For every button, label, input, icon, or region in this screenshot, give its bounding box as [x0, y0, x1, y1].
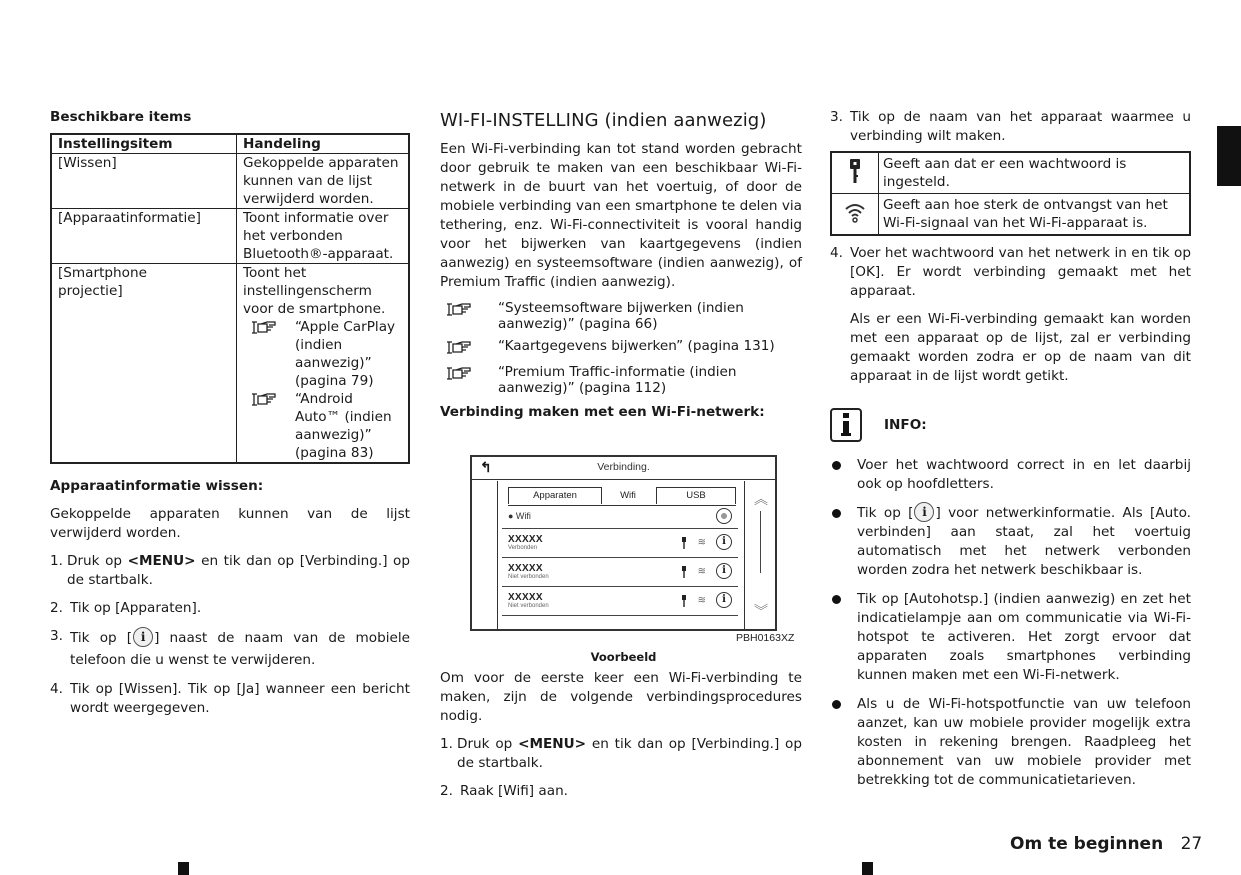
bullet-item [830, 456, 1191, 494]
network-list [502, 505, 738, 616]
table-heading: Beschikbare items [50, 109, 192, 125]
bullet-item [830, 504, 1191, 580]
screen-titlebar [472, 457, 775, 480]
reference-pointer-icon [243, 390, 295, 411]
step-text-post: ] naast de naam van de mobiele telefoon die u wenst te verwijderen. [70, 630, 410, 668]
step [50, 552, 410, 590]
table-header-row [51, 134, 409, 154]
reference-text: “Android Auto™ (indien aanwezig)” (pagina 83) [295, 391, 392, 461]
right-column [830, 108, 1191, 800]
bullet-icon [830, 456, 857, 494]
step-text [67, 552, 410, 590]
bullet-item [830, 590, 1191, 685]
scroll-down-icon[interactable]: ︾ [754, 604, 768, 620]
icon-cell [831, 152, 879, 194]
table-row [51, 209, 409, 264]
menu-key-label: <MENU> [127, 553, 196, 569]
info-box-icon [830, 408, 862, 442]
step-text [457, 735, 802, 773]
step-text-pre: Tik op [ [70, 630, 133, 646]
bullet-icon [830, 504, 857, 580]
screen-divider [744, 481, 745, 629]
reference-text: “Premium Traffic-informatie (indien aanwezig)” (pagina 112) [498, 364, 737, 396]
key-icon [682, 595, 686, 607]
reference-pointer-icon [440, 338, 498, 358]
subheading: Apparaatinformatie wissen: [50, 478, 264, 494]
reference-list [440, 300, 802, 396]
section-title: WI-FI-INSTELLING (indien aanwezig) [440, 110, 767, 131]
step-number: 4. [50, 681, 63, 697]
bullet-text: Als u de Wi-Fi-hotspotfunctie van uw telefoon aanzet, kan uw mobiele provider mogelijk extra kosten in rekening brengen. Raadpleeg het abonnement van uw mobiele provider met betrekking tot de communicatietarieven. [857, 696, 1191, 788]
item-cell: [Wissen] [51, 154, 237, 209]
step-text: Voer het wachtwoord van het netwerk in en tik op [OK]. Er wordt verbinding gemaakt met het apparaat. [850, 245, 1191, 299]
network-row[interactable] [502, 587, 738, 616]
step-text-post: en tik dan op [Verbinding.] op de startbalk. [457, 736, 802, 771]
info-icon[interactable]: i [716, 563, 732, 579]
column-header: Instellingsitem [51, 134, 237, 154]
bullet-text-post: ] voor netwerkinformatie. Als [Auto. verbinden] aan staat, zal het voertuig automatisch met het netwerk verbonden worden zodra het netwerk beschikbaar is. [857, 505, 1191, 578]
screen-tabs [508, 487, 736, 506]
page-number: 27 [1180, 834, 1203, 854]
step-text-post: en tik dan op [Verbinding.] op de startbalk. [67, 553, 410, 588]
gear-icon[interactable] [716, 508, 732, 524]
network-name: XXXXX [508, 563, 543, 574]
crop-mark [862, 862, 873, 875]
settings-items-table [50, 133, 410, 464]
network-status: Verbonden [508, 545, 538, 551]
step-number: 3. [50, 628, 63, 644]
info-icon[interactable]: i [716, 592, 732, 608]
step-number: 3. [830, 109, 843, 125]
info-header [830, 408, 1191, 442]
screen-divider [497, 481, 498, 629]
step [50, 680, 410, 718]
steps-list [830, 108, 1191, 146]
network-row[interactable] [502, 558, 738, 587]
action-text: Toont het instellingenscherm voor de smartphone. [243, 265, 386, 317]
description-cell: Geeft aan hoe sterk de ontvangst van het Wi-Fi-signaal van het Wi-Fi-apparaat is. [879, 194, 1191, 236]
info-icon[interactable]: i [716, 534, 732, 550]
step-text [70, 627, 410, 671]
crop-mark [178, 862, 189, 875]
left-column [50, 108, 410, 718]
page-reference[interactable] [440, 338, 802, 358]
network-row[interactable] [502, 529, 738, 558]
network-status: Niet verbonden [508, 574, 549, 580]
step-number: 1. [50, 553, 63, 569]
steps-list [440, 735, 802, 801]
reference-text: “Kaartgegevens bijwerken” (pagina 131) [498, 338, 775, 354]
intro-text: Een Wi-Fi-verbinding kan tot stand worden gebracht door gebruik te maken van een beschikbaar Wi-Fi-netwerk in de buurt van het voertuig, of door de mobiele verbinding van een smartphone te delen via tethering, enz. Wi-Fi-connectiviteit is vooral handig voor het bijwerken van kaartgegevens (indien aanwezig) en systeemsoftware (indien aanwezig), of Premium Traffic (indien aanwezig). [440, 141, 802, 290]
reference-text: “Apple CarPlay (indien aanwezig)” (pagina 79) [295, 319, 396, 389]
page-footer [1010, 834, 1202, 854]
info-icon: i [133, 627, 153, 647]
steps-list [830, 244, 1191, 301]
tab-apparaten[interactable]: Apparaten [508, 487, 602, 504]
figure-code: PBH0163XZ [736, 632, 795, 644]
intro-text: Gekoppelde apparaten kunnen van de lijst verwijderd worden. [50, 506, 410, 541]
wifi-signal-icon: ≋ [697, 566, 706, 577]
step-number: 4. [830, 245, 843, 261]
tab-usb[interactable]: USB [656, 487, 736, 504]
column-header: Handeling [237, 134, 410, 154]
wifi-toggle-label: ● Wifi [508, 511, 531, 521]
reference-pointer-icon [440, 364, 498, 384]
step-text: Tik op de naam van het apparaat waarmee u verbinding wilt maken. [850, 109, 1191, 144]
scrollbar[interactable] [760, 511, 761, 573]
info-bullets [830, 456, 1191, 790]
page-reference[interactable] [243, 318, 402, 390]
key-icon [682, 537, 686, 549]
info-icon: i [914, 502, 934, 522]
step [440, 735, 802, 773]
intro-text: Om voor de eerste keer een Wi-Fi-verbinding te maken, zijn de volgende verbindingsprocedures nodig. [440, 670, 802, 724]
table-row [51, 154, 409, 209]
step-text: Tik op [Wissen]. Tik op [Ja] wanneer een bericht wordt weergegeven. [70, 681, 410, 716]
chapter-tab-marker [1217, 126, 1241, 186]
key-icon [682, 566, 686, 578]
subheading: Verbinding maken met een Wi-Fi-netwerk: [440, 404, 765, 420]
bullet-text [857, 504, 1191, 580]
action-cell: Toont informatie over het verbonden Bluetooth®-apparaat. [237, 209, 410, 264]
step-text: Tik op [Apparaten]. [70, 600, 202, 616]
bullet-item [830, 695, 1191, 790]
item-cell: [Smartphone projectie] [51, 264, 237, 464]
page-reference[interactable] [440, 300, 802, 332]
step-number: 2. [50, 600, 63, 616]
footer-section-title: Om te beginnen [1010, 834, 1164, 854]
connection-screen-figure [470, 455, 777, 631]
step-text-pre: Druk op [457, 736, 519, 752]
step [830, 244, 1191, 301]
back-icon[interactable]: ↰ [480, 459, 492, 475]
step [50, 627, 410, 671]
table-row [51, 264, 409, 464]
action-cell [237, 264, 410, 464]
figure-caption: Voorbeeld [590, 650, 657, 664]
bullet-text: Voer het wachtwoord correct in en let daarbij ook op hoofdletters. [857, 457, 1191, 492]
bullet-text-pre: Tik op [ [857, 505, 914, 521]
screen-title: Verbinding. [597, 461, 650, 473]
page-reference[interactable] [440, 364, 802, 396]
action-cell: Gekoppelde apparaten kunnen van de lijst verwijderd worden. [237, 154, 410, 209]
wifi-signal-icon [844, 201, 866, 223]
table-row [831, 152, 1190, 194]
tab-wifi[interactable]: Wifi [620, 490, 636, 501]
item-cell: [Apparaatinformatie] [51, 209, 237, 264]
wifi-signal-icon: ≋ [697, 595, 706, 606]
wifi-toggle-row[interactable] [502, 505, 738, 529]
step-number: 2. [440, 783, 453, 799]
scroll-up-icon[interactable]: ︽ [754, 492, 768, 508]
bullet-text: Tik op [Autohotsp.] (indien aanwezig) en zet het indicatielampje aan om communicatie via Wi-Fi-hotspot te activeren. Het zorgt ervoor dat apparaten zoals smartphones verbinding kunnen maken met een Wi-Fi-netwerk. [857, 591, 1191, 683]
network-name: XXXXX [508, 592, 543, 603]
reference-text: “Systeemsoftware bijwerken (indien aanwezig)” (pagina 66) [498, 300, 744, 332]
steps-list [50, 552, 410, 718]
network-status: Niet verbonden [508, 603, 549, 609]
table-row [831, 194, 1190, 236]
icon-cell [831, 194, 879, 236]
step [50, 599, 410, 618]
reference-pointer-icon [243, 318, 295, 339]
step [830, 108, 1191, 146]
bullet-icon [830, 590, 857, 685]
icon-legend-table [830, 151, 1191, 236]
reference-pointer-icon [440, 300, 498, 320]
page-reference[interactable] [243, 390, 402, 462]
network-name: XXXXX [508, 534, 543, 545]
description-cell: Geeft aan dat er een wachtwoord is ingesteld. [879, 152, 1191, 194]
step-text: Raak [Wifi] aan. [460, 783, 569, 799]
wifi-signal-icon: ≋ [697, 537, 706, 548]
step-number: 1. [440, 736, 453, 752]
bullet-icon [830, 695, 857, 790]
step-text-pre: Druk op [67, 553, 128, 569]
step [440, 782, 802, 801]
step-note: Als er een Wi-Fi-verbinding gemaakt kan worden met een apparaat op de lijst, zal er verbinding gemaakt worden zodra er op de naam van dit apparaat in de lijst wordt getikt. [850, 311, 1191, 384]
menu-key-label: <MENU> [518, 736, 587, 752]
key-icon [850, 159, 860, 183]
info-label: INFO: [884, 417, 927, 433]
